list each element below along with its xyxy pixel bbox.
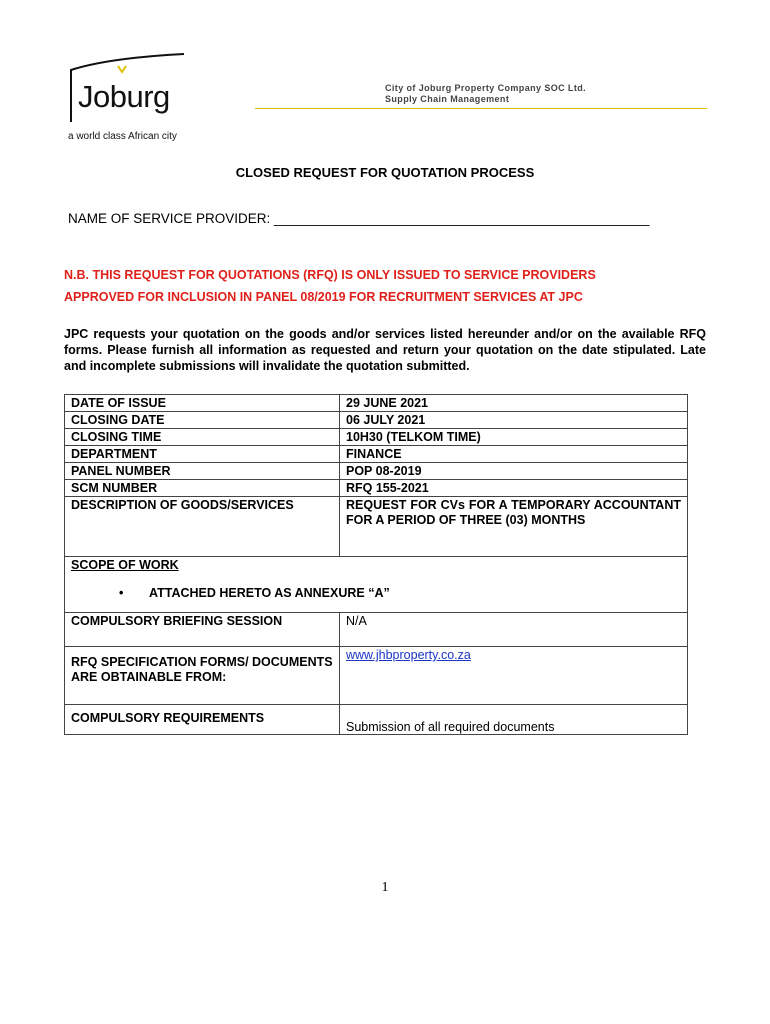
company-header bbox=[385, 83, 586, 105]
row-value: FINANCE bbox=[340, 446, 688, 463]
row-label: CLOSING DATE bbox=[65, 412, 340, 429]
row-label: CLOSING TIME bbox=[65, 429, 340, 446]
logo-wordmark: Joburg bbox=[78, 79, 170, 114]
company-name: City of Joburg Property Company SOC Ltd. bbox=[385, 83, 587, 93]
page-title: CLOSED REQUEST FOR QUOTATION PROCESS bbox=[235, 165, 535, 180]
table-row bbox=[65, 412, 688, 429]
row-label: DEPARTMENT bbox=[65, 446, 340, 463]
briefing-label: COMPULSORY BRIEFING SESSION bbox=[65, 613, 340, 647]
notice-line-1: N.B. THIS REQUEST FOR QUOTATIONS (RFQ) IS ONLY ISSUED TO SERVICE PROVIDERS bbox=[64, 268, 596, 282]
description-value: REQUEST FOR CVs FOR A TEMPORARY ACCOUNTANT FOR A PERIOD OF THREE (03) MONTHS bbox=[340, 497, 688, 557]
scope-bullet-text: ATTACHED HERETO AS ANNEXURE “A” bbox=[149, 586, 390, 600]
page-number: 1 bbox=[381, 880, 389, 895]
logo-tagline: a world class African city bbox=[68, 131, 177, 142]
table-row bbox=[65, 395, 688, 412]
website-link[interactable]: www.jhbproperty.co.za bbox=[346, 648, 471, 662]
scope-row bbox=[65, 557, 688, 613]
notice-line-2: APPROVED FOR INCLUSION IN PANEL 08/2019 FOR RECRUITMENT SERVICES AT JPC bbox=[64, 290, 583, 304]
intro-paragraph: JPC requests your quotation on the goods and/or services listed hereunder and/or on the available RFQ forms. Please furnish all information as requested and return your quotation on the date stipulated. Late and incomplete submissions will invalidate the quotation submitted. bbox=[64, 327, 706, 373]
requirements-label: COMPULSORY REQUIREMENTS bbox=[65, 705, 340, 735]
forms-row bbox=[65, 647, 688, 705]
bullet-icon: • bbox=[119, 586, 124, 600]
description-label: DESCRIPTION OF GOODS/SERVICES bbox=[65, 497, 340, 557]
row-value: 29 JUNE 2021 bbox=[340, 395, 688, 412]
row-label: PANEL NUMBER bbox=[65, 463, 340, 480]
briefing-row bbox=[65, 613, 688, 647]
table-row bbox=[65, 446, 688, 463]
requirements-value: Submission of all required documents bbox=[340, 705, 688, 735]
scope-cell bbox=[65, 557, 688, 613]
forms-value-cell bbox=[340, 647, 688, 705]
scope-bullet bbox=[119, 586, 681, 600]
row-value: POP 08-2019 bbox=[340, 463, 688, 480]
description-row bbox=[65, 497, 688, 557]
scope-heading: SCOPE OF WORK bbox=[71, 558, 179, 572]
forms-label: RFQ SPECIFICATION FORMS/ DOCUMENTS ARE OBTAINABLE FROM: bbox=[65, 647, 340, 705]
row-label: DATE OF ISSUE bbox=[65, 395, 340, 412]
table-row bbox=[65, 480, 688, 497]
row-value: 10H30 (TELKOM TIME) bbox=[340, 429, 688, 446]
briefing-value: N/A bbox=[340, 613, 688, 647]
row-label: SCM NUMBER bbox=[65, 480, 340, 497]
service-provider-line: NAME OF SERVICE PROVIDER: __________________________________________________ bbox=[68, 211, 650, 226]
row-value: 06 JULY 2021 bbox=[340, 412, 688, 429]
notice bbox=[64, 264, 596, 308]
logo bbox=[68, 52, 186, 127]
table-row bbox=[65, 429, 688, 446]
header-divider bbox=[255, 108, 707, 109]
company-department: Supply Chain Management bbox=[385, 94, 510, 104]
table-row bbox=[65, 463, 688, 480]
rfq-details-table bbox=[64, 394, 688, 735]
row-value: RFQ 155-2021 bbox=[340, 480, 688, 497]
requirements-row bbox=[65, 705, 688, 735]
